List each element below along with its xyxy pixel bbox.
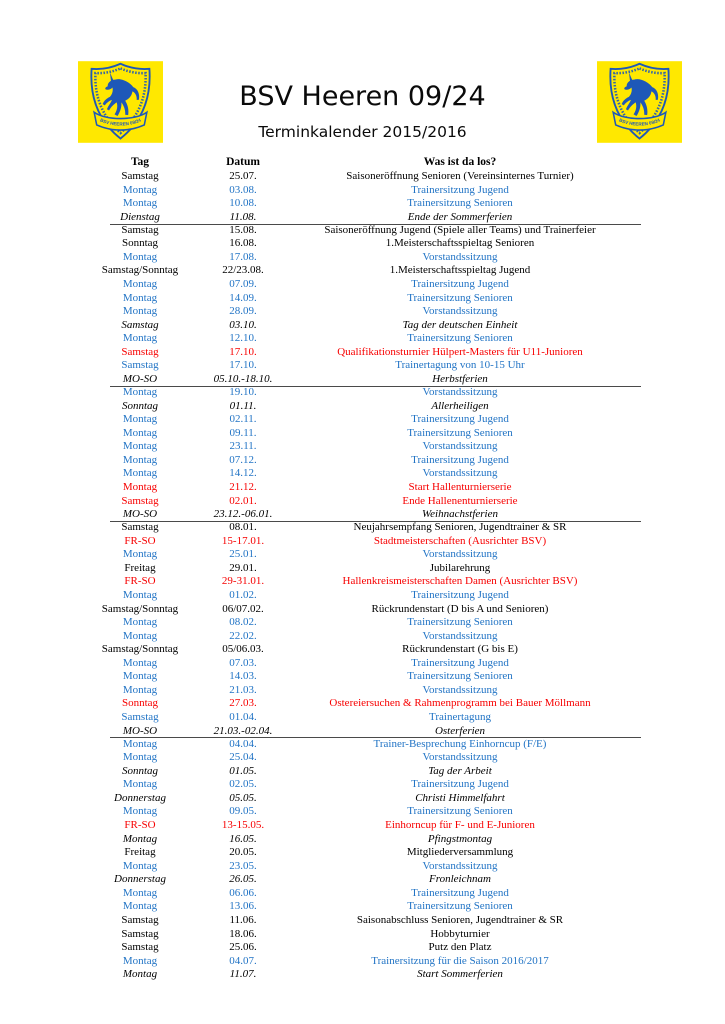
day-cell: Montag [122, 386, 158, 398]
date-cell: 02.05. [229, 778, 257, 791]
day-cell: Montag [122, 968, 158, 981]
table-row [0, 521, 725, 535]
event-cell: Putz den Platz [428, 941, 492, 954]
day-cell: MO-SO [122, 508, 158, 521]
event-cell: Pfingstmontag [427, 832, 493, 845]
table-row [0, 170, 725, 184]
date-cell: 16.08. [229, 237, 257, 250]
table-row [0, 224, 725, 238]
day-cell: Montag [122, 670, 158, 683]
table-row [0, 616, 725, 630]
table-row [0, 346, 725, 360]
event-cell: Vorstandssitzung [422, 440, 498, 453]
day-cell: Montag [122, 480, 158, 493]
date-cell: 14.03. [229, 670, 257, 683]
table-row [0, 197, 725, 211]
date-cell: 17.08. [229, 250, 257, 263]
event-cell: Saisonabschluss Senioren, Jugendtrainer & SR [356, 913, 564, 926]
event-cell: Vorstandssitzung [422, 548, 498, 561]
date-cell: 04.04. [229, 737, 257, 750]
table-row [0, 440, 725, 454]
table-row [0, 427, 725, 441]
table-row [0, 833, 725, 847]
table-body [0, 170, 725, 982]
table-row [0, 251, 725, 265]
date-cell: 19.10. [229, 386, 257, 398]
date-cell: 23.05. [229, 859, 257, 872]
table-row [0, 508, 725, 522]
table-row [0, 467, 725, 481]
event-cell: Einhorncup für F- und E-Junioren [385, 819, 535, 831]
event-cell: Vorstandssitzung [422, 305, 498, 318]
table-row [0, 481, 725, 495]
day-cell: Montag [122, 197, 158, 210]
day-cell: Montag [122, 278, 158, 290]
event-cell: Vorstandssitzung [422, 859, 498, 872]
event-cell: Ende der Sommerferien [407, 210, 513, 223]
event-cell: Start Hallenturnierserie [408, 480, 512, 493]
day-cell: Montag [122, 629, 158, 642]
date-cell: 21.03. [229, 683, 257, 696]
table-row [0, 914, 725, 928]
day-cell: Freitag [124, 561, 156, 574]
table-row [0, 941, 725, 955]
day-cell: Samstag [121, 941, 159, 954]
date-cell: 17.10. [229, 345, 257, 358]
date-cell: 29.01. [229, 561, 257, 574]
date-cell: 25.04. [229, 751, 257, 764]
day-cell: Montag [122, 588, 158, 601]
day-cell: Sonntag [121, 237, 159, 250]
date-cell: 25.06. [229, 941, 257, 954]
event-cell: Jubilarehrung [429, 561, 491, 574]
date-cell: 15.08. [229, 223, 257, 236]
day-cell: Montag [122, 548, 158, 561]
date-cell: 22/23.08. [222, 264, 264, 277]
date-cell: 07.12. [229, 453, 257, 466]
day-cell: Samstag [121, 170, 159, 182]
event-cell: Trainersitzung Jugend [411, 778, 509, 791]
event-cell: Vorstandssitzung [422, 386, 498, 398]
date-cell: 01.05. [229, 764, 257, 777]
table-row [0, 495, 725, 509]
day-cell: Donnerstag [114, 791, 166, 804]
date-cell: 21.03.-02.04. [213, 724, 273, 737]
day-cell: Montag [122, 453, 158, 466]
event-cell: Rückrundenstart (G bis E) [402, 643, 518, 656]
event-cell: Vorstandssitzung [422, 683, 498, 696]
table-row [0, 643, 725, 657]
event-cell: Start Sommerferien [417, 968, 503, 981]
date-cell: 09.11. [229, 426, 257, 439]
day-cell: Sonntag [121, 697, 159, 710]
date-cell: 12.10. [229, 332, 257, 345]
day-cell: Samstag [121, 359, 159, 372]
table-row [0, 319, 725, 333]
date-cell: 01.04. [229, 711, 257, 723]
day-cell: Montag [122, 291, 158, 304]
day-cell: Montag [122, 183, 158, 196]
event-cell: Vorstandssitzung [422, 467, 498, 480]
table-row [0, 873, 725, 887]
table-row [0, 725, 725, 739]
event-cell: Fronleichnam [429, 873, 491, 886]
day-cell: Montag [122, 467, 158, 480]
date-cell: 25.01. [229, 548, 257, 561]
event-cell: Trainersitzung Senioren [407, 805, 513, 818]
event-cell: Ostereiersuchen & Rahmenprogramm bei Bauer Möllmann [329, 697, 591, 710]
date-cell: 14.09. [229, 291, 257, 304]
day-cell: Montag [122, 656, 158, 669]
date-cell: 26.05. [229, 873, 257, 886]
table-row [0, 819, 725, 833]
date-cell: 23.11. [229, 440, 257, 453]
date-cell: 11.06. [229, 913, 257, 926]
table-row [0, 535, 725, 549]
event-cell: Hallenkreismeisterschaften Damen (Ausrichter BSV) [342, 575, 578, 588]
event-cell: Qualifikationsturnier Hülpert-Masters für U11-Junioren [337, 345, 583, 358]
table-row [0, 887, 725, 901]
day-cell: Montag [122, 832, 158, 845]
table-row [0, 968, 725, 982]
date-cell: 01.02. [229, 588, 257, 601]
table-row [0, 589, 725, 603]
day-cell: Samstag [121, 345, 159, 358]
table-row [0, 413, 725, 427]
day-cell: Sonntag [121, 399, 159, 412]
date-cell: 21.12. [229, 480, 257, 493]
date-cell: 08.01. [229, 521, 257, 534]
page-title: BSV Heeren 09/24 [239, 81, 486, 112]
event-cell: Trainersitzung Jugend [411, 656, 509, 669]
date-cell: 02.11. [229, 413, 257, 426]
date-cell: 16.05. [229, 832, 257, 845]
date-cell: 01.11. [229, 399, 257, 412]
date-cell: 05.10.-18.10. [213, 372, 273, 385]
banner-text: BSV HEEREN 09/24 [99, 117, 142, 127]
day-cell: Samstag/Sonntag [101, 602, 179, 615]
event-cell: Trainersitzung für die Saison 2016/2017 [371, 954, 549, 967]
event-cell: Vorstandssitzung [422, 751, 498, 764]
day-cell: Samstag [121, 318, 159, 331]
date-cell: 29-31.01. [221, 575, 265, 588]
table-row [0, 792, 725, 806]
table-row [0, 738, 725, 752]
event-cell: Rückrundenstart (D bis A und Senioren) [371, 602, 549, 615]
day-cell: Samstag/Sonntag [101, 643, 179, 656]
event-cell: 1.Meisterschaftsspieltag Senioren [385, 237, 535, 250]
date-cell: 14.12. [229, 467, 257, 480]
table-row [0, 454, 725, 468]
day-cell: Samstag [121, 223, 159, 236]
day-cell: Freitag [124, 846, 156, 859]
day-cell: Montag [122, 413, 158, 426]
date-cell: 11.08. [229, 210, 257, 223]
date-cell: 23.12.-06.01. [213, 508, 273, 521]
date-cell: 10.08. [229, 197, 257, 210]
date-cell: 17.10. [229, 359, 257, 372]
table-row [0, 630, 725, 644]
table-row [0, 860, 725, 874]
day-cell: FR-SO [124, 575, 156, 588]
date-cell: 07.03. [229, 656, 257, 669]
event-cell: Trainertagung [429, 711, 491, 723]
event-cell: Trainersitzung Senioren [407, 197, 513, 210]
day-cell: Montag [122, 305, 158, 318]
day-cell: Samstag [121, 494, 159, 507]
table-row [0, 292, 725, 306]
date-cell: 06/07.02. [222, 602, 264, 615]
date-cell: 08.02. [229, 616, 257, 629]
event-cell: Stadtmeisterschaften (Ausrichter BSV) [373, 534, 547, 547]
table-row [0, 697, 725, 711]
date-cell: 15-17.01. [221, 534, 265, 547]
table-row [0, 684, 725, 698]
event-cell: Trainersitzung Jugend [411, 278, 509, 290]
event-cell: Saisoneröffnung Senioren (Vereinsinternes Turnier) [346, 170, 574, 182]
day-cell: Montag [122, 886, 158, 899]
table-row [0, 305, 725, 319]
day-cell: Samstag [121, 913, 159, 926]
table-row [0, 805, 725, 819]
table-row [0, 711, 725, 725]
banner-text: BSV HEEREN 09/24 [618, 117, 661, 127]
day-cell: Montag [122, 440, 158, 453]
date-cell: 27.03. [229, 697, 257, 710]
table-row [0, 400, 725, 414]
table-row [0, 657, 725, 671]
table-row [0, 278, 725, 292]
table-row [0, 562, 725, 576]
event-cell: Trainersitzung Senioren [407, 616, 513, 629]
day-cell: Samstag/Sonntag [101, 264, 179, 277]
table-row [0, 184, 725, 198]
event-cell: 1.Meisterschaftsspieltag Jugend [389, 264, 531, 277]
table-row [0, 670, 725, 684]
date-cell: 05.05. [229, 791, 257, 804]
day-cell: FR-SO [124, 534, 156, 547]
event-cell: Tag der Arbeit [428, 764, 492, 777]
event-cell: Trainersitzung Jugend [411, 588, 509, 601]
page-subtitle: Terminkalender 2015/2016 [258, 123, 467, 141]
event-cell: Osterferien [434, 724, 486, 737]
table-row [0, 359, 725, 373]
event-cell: Weihnachstferien [422, 508, 498, 521]
table-row [0, 237, 725, 251]
day-cell: Samstag [121, 521, 159, 534]
date-cell: 13-15.05. [221, 819, 265, 831]
table-row [0, 211, 725, 225]
day-cell: Montag [122, 332, 158, 345]
day-cell: Samstag [121, 711, 159, 723]
event-cell: Mitgliederversammlung [406, 846, 514, 859]
event-cell: Trainersitzung Jugend [411, 183, 509, 196]
day-cell: Montag [122, 805, 158, 818]
event-cell: Neujahrsempfang Senioren, Jugendtrainer & SR [353, 521, 567, 534]
table-row [0, 548, 725, 562]
day-cell: Montag [122, 683, 158, 696]
table-row [0, 928, 725, 942]
date-cell: 20.05. [229, 846, 257, 859]
event-cell: Vorstandssitzung [422, 629, 498, 642]
event-cell: Vorstandssitzung [422, 250, 498, 263]
date-cell: 18.06. [229, 927, 257, 940]
day-cell: MO-SO [122, 372, 158, 385]
table-row [0, 778, 725, 792]
event-cell: Trainersitzung Jugend [411, 886, 509, 899]
table-row [0, 373, 725, 387]
day-cell: Montag [122, 250, 158, 263]
day-cell: Donnerstag [114, 873, 166, 886]
column-header-event: Was ist da los? [423, 156, 497, 168]
event-cell: Trainersitzung Senioren [407, 670, 513, 683]
event-cell: Trainersitzung Senioren [407, 900, 513, 913]
table-row [0, 386, 725, 400]
date-cell: 28.09. [229, 305, 257, 318]
table-row [0, 575, 725, 589]
event-cell: Allerheiligen [431, 399, 489, 412]
event-cell: Trainer-Besprechung Einhorncup (F/E) [373, 737, 547, 750]
event-cell: Trainersitzung Senioren [407, 332, 513, 345]
column-header-tag: Tag [130, 156, 150, 168]
day-cell: Montag [122, 751, 158, 764]
table-row [0, 900, 725, 914]
day-cell: Montag [122, 737, 158, 750]
event-cell: Trainersitzung Senioren [407, 426, 513, 439]
day-cell: MO-SO [122, 724, 158, 737]
event-cell: Trainersitzung Jugend [411, 453, 509, 466]
date-cell: 09.05. [229, 805, 257, 818]
date-cell: 04.07. [229, 954, 257, 967]
schedule-table [0, 154, 725, 982]
day-cell: Sonntag [121, 764, 159, 777]
event-cell: Tag der deutschen Einheit [402, 318, 518, 331]
date-cell: 03.10. [229, 318, 257, 331]
date-cell: 03.08. [229, 183, 257, 196]
date-cell: 25.07. [229, 170, 257, 182]
column-header-datum: Datum [226, 156, 260, 168]
day-cell: Montag [122, 426, 158, 439]
date-cell: 11.07. [229, 968, 257, 981]
table-row [0, 955, 725, 969]
day-cell: FR-SO [124, 819, 156, 831]
date-cell: 22.02. [229, 629, 257, 642]
table-row [0, 846, 725, 860]
event-cell: Trainertagung von 10-15 Uhr [395, 359, 525, 372]
day-cell: Samstag [121, 927, 159, 940]
event-cell: Christi Himmelfahrt [415, 791, 505, 804]
event-cell: Trainersitzung Jugend [411, 413, 509, 426]
day-cell: Montag [122, 778, 158, 791]
date-cell: 02.01. [229, 494, 257, 507]
day-cell: Montag [122, 954, 158, 967]
table-row [0, 264, 725, 278]
event-cell: Ende Hallenenturnierserie [402, 494, 518, 507]
table-row [0, 332, 725, 346]
event-cell: Trainersitzung Senioren [407, 291, 513, 304]
date-cell: 06.06. [229, 886, 257, 899]
table-row [0, 751, 725, 765]
table-header-row [0, 154, 725, 170]
date-cell: 05/06.03. [222, 643, 264, 656]
table-row [0, 603, 725, 617]
event-cell: Hobbyturnier [430, 927, 490, 940]
table-row [0, 765, 725, 779]
date-cell: 07.09. [229, 278, 257, 290]
day-cell: Montag [122, 900, 158, 913]
date-cell: 13.06. [229, 900, 257, 913]
event-cell: Herbstferien [432, 372, 488, 385]
day-cell: Montag [122, 616, 158, 629]
day-cell: Montag [122, 859, 158, 872]
event-cell: Saisoneröffnung Jugend (Spiele aller Teams) und Trainerfeier [324, 223, 596, 236]
day-cell: Dienstag [120, 210, 160, 223]
